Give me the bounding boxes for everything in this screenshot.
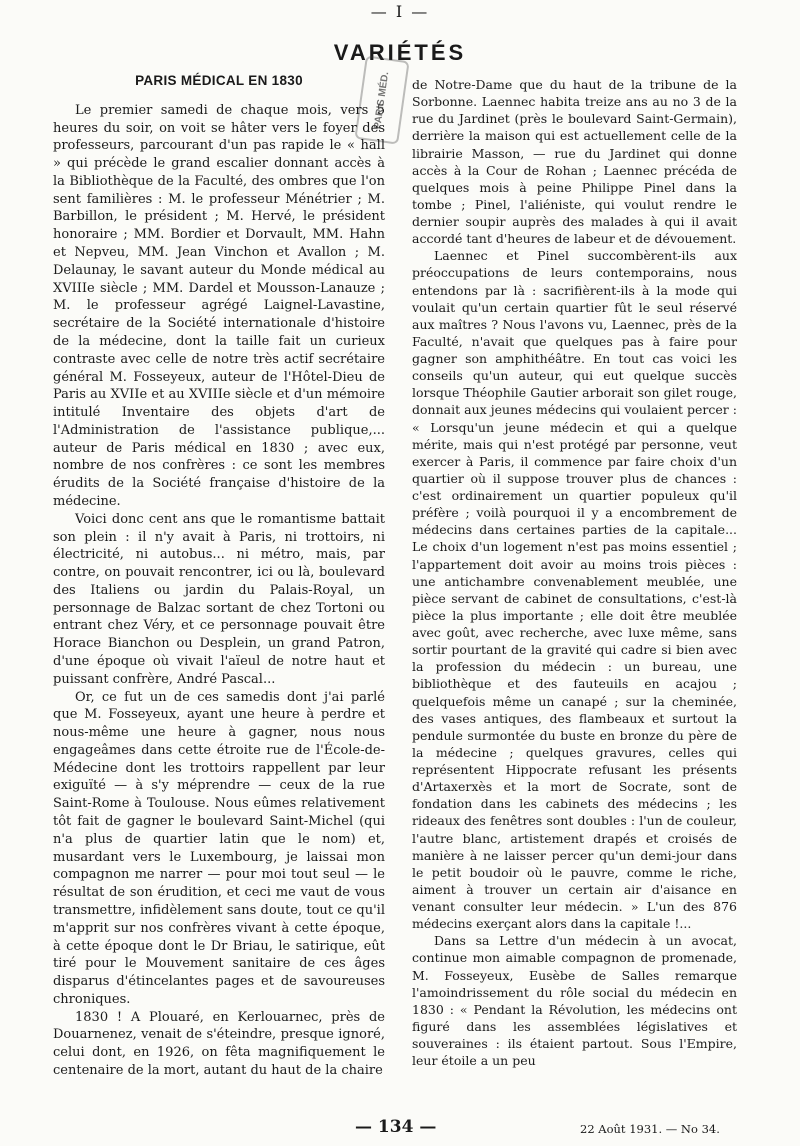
paragraph: de Notre-Dame que du haut de la tribune de la Sorbonne. Laennec habita treize ans au no 3 de la rue du Jardinet (près le boulevard Saint-Germain), derrière la maison qui est actuellement celle de la librairie Masson, — rue du Jardinet qui donne accès à la Cour de Rohan ; Laennec précéda de quelques mois à peine Philippe Pinel dans la tombe ; Pinel, l'aliéniste, qui voulut rendre le dernier soupir auprès des malades à qui il avait accordé tant d'heures de labeur et de dévouement. bbox=[412, 77, 737, 247]
paragraph: Le premier samedi de chaque mois, vers 5 heures du soir, on voit se hâter vers le foyer des professeurs, parcourant d'un pas rapide le « hall » qui précède le grand escalier donnant accès à la Bibliothèque de la Faculté, des ombres que l'on sent familières : M. le professeur Ménétrier ; M. Barbillon, le président ; M. Hervé, le président honoraire ; MM. Bordier et Dorvault, MM. Hahn et Nepveu, MM. Jean Vinchon et Avallon ; M. Delaunay, le savant auteur du Monde médical au XVIIIe siècle ; MM. Dardel et Mousson-Lanauze ; M. le professeur agrégé Laignel-Lavastine, secrétaire de la Société internationale d'histoire de la médecine, dont la taille fait un curieux contraste avec celle de notre très actif secrétaire général M. Fosseyeux, auteur de l'Hôtel-Dieu de Paris au XVIIe et au XVIIIe siècle et d'un mémoire intitulé Inventaire des objets d'art de l'Administration de l'assistance publique,... auteur de Paris médical en 1830 ; avec eux, nombre de nos confrères : ce sont les membres érudits de la Société française d'histoire de la médecine. bbox=[53, 102, 385, 509]
article-title: PARIS MÉDICAL EN 1830 bbox=[135, 73, 303, 88]
page-number: — 134 — bbox=[355, 1117, 437, 1137]
paragraph: Voici donc cent ans que le romantisme battait son plein : il n'y avait à Paris, ni trottoirs, ni électricité, ni autobus... ni métro, mais, par contre, on pouvait rencontrer, ici ou là, boulevard des Italiens ou jardin du Palais-Royal, un personnage de Balzac sortant de chez Tortoni ou entrant chez Véry, et ce personnage pouvait être Horace Bianchon ou Desplein, un grand Patron, d'une époque où vivait l'aïeul de notre haut et puissant confrère, André Pascal... bbox=[53, 511, 385, 687]
paragraph: Dans sa Lettre d'un médecin à un avocat, continue mon aimable compagnon de promenade, M. Fosseyeux, Eusèbe de Salles remarque l'amoindrissement du rôle social du médecin en 1830 : « Pendant la Révolution, les médecins ont figuré dans les assemblées législatives et souveraines : ils étaient partout. Sous l'Empire, leur étoile a un peu bbox=[412, 933, 737, 1069]
section-title: VARIÉTÉS bbox=[333, 40, 467, 65]
paragraph: Or, ce fut un de ces samedis dont j'ai parlé que M. Fosseyeux, ayant une heure à perdre et nous-même une heure à gagner, nous nous engageâmes dans cette étroite rue de l'École-de-Médecine dont les trottoirs rappellent par leur exiguïté — à s'y méprendre — ceux de la rue Saint-Rome à Toulouse. Nous eûmes relativement tôt fait de gagner le boulevard Saint-Michel (qui n'a plus de quartier latin que le nom) et, musardant vers le Luxembourg, je laissai mon compagnon me narrer — pour moi tout seul — le résultat de son érudition, et ceci me vaut de vous transmettre, infidèlement sans doute, tout ce qu'il m'apprit sur nos confrères vivant à cette époque, à cette époque dont le Dr Briau, le satirique, eût tiré pour le Mouvement sanitaire de ces âges disparus d'étincelantes pages et de savoureuses chroniques. bbox=[53, 689, 385, 1007]
stamp-text: PARIS MÉD. bbox=[372, 70, 392, 130]
paragraph: Laennec et Pinel succombèrent-ils aux préoccupations de leurs contemporains, nous entendons par là : sacrifièrent-ils à la mode qui voulait qu'un certain quartier fût le seul réservé aux maîtres ? Nous l'avons vu, Laennec, près de la Faculté, n'avait que quelques pas à faire pour gagner son amphithéâtre. En tout cas voici les conseils qu'un auteur, qui eut quelque succès lorsque Théophile Gautier arborait son gilet rouge, donnait aux jeunes médecins qui voulaient percer : « Lorsqu'un jeune médecin et qui a quelque mérite, mais qui n'est protégé par personne, veut exercer à Paris, il commence par faire choix d'un quartier où il suppose trouver plus de chances : c'est ordinairement un quartier populeux qu'il préfère ; voilà pourquoi il y a encombrement de médecins dans certaines parties de la capitale... Le choix d'un logement n'est pas moins essentiel ; l'appartement doit avoir au moins trois pièces : une antichambre convenablement meublée, une pièce servant de cabinet de consultations, c'est-là pièce la plus importante ; elle doit être meublée avec goût, avec recherche, avec luxe même, sans sortir pourtant de la gravité qui cadre si bien avec la profession du médecin : un bureau, une bibliothèque et des fauteuils en acajou ; quelquefois même un canapé ; sur la cheminée, des vases antiques, des flambeaux et surtout la pendule surmontée du buste en bronze du père de la médecine ; quelques gravures, celles qui représentent Hippocrate refusant les présents d'Artaxerxès et la mort de Socrate, sont de fondation dans les cabinets des médecins ; les rideaux des fenêtres sont doubles : l'un de couleur, l'autre blanc, artistement drapés et croisés de manière à ne laisser percer qu'un demi-jour dans le petit boudoir où le pauvre, comme le riche, aiment à trouver un certain air d'aisance en venant consulter leur médecin. » L'un des 876 médecins exerçant alors dans la capitale !... bbox=[412, 248, 737, 932]
paragraph: 1830 ! A Plouaré, en Kerlouarnec, près de Douarnenez, venait de s'éteindre, presque ignoré, celui dont, en 1926, on fêta magnifiquement le centenaire de la mort, autant du haut de la chaire bbox=[53, 1009, 385, 1078]
issue-date: 22 Août 1931. — No 34. bbox=[580, 1122, 720, 1136]
right-column bbox=[412, 76, 737, 1069]
top-page-mark: — I — bbox=[370, 2, 430, 21]
page-footer bbox=[0, 1117, 800, 1141]
left-column bbox=[53, 72, 385, 1080]
